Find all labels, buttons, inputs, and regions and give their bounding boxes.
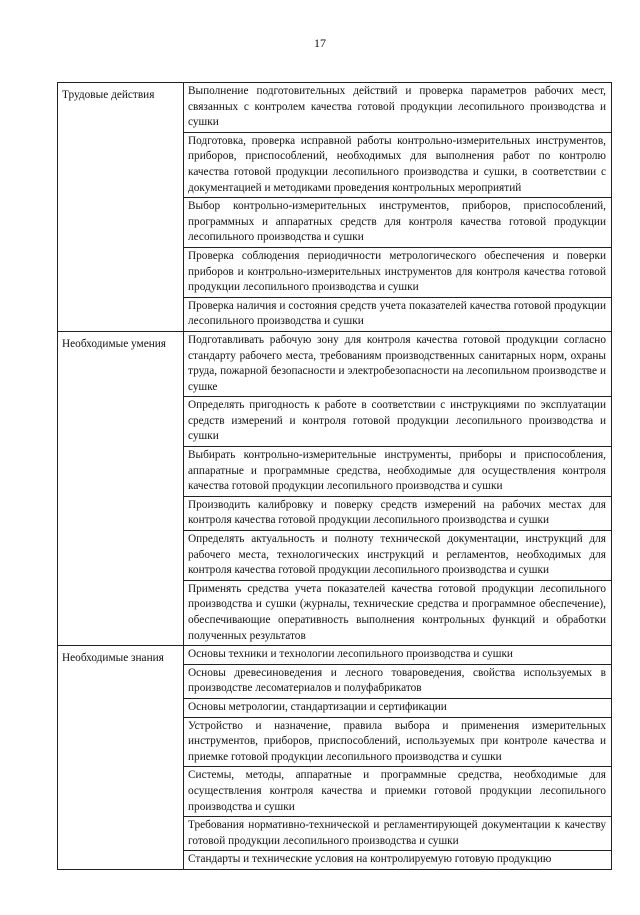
list-item: Стандарты и технические условия на контролируемую готовую продукцию xyxy=(188,853,552,866)
list-item: Основы древесиноведения и лесного товароведения, свойства используемых в производстве лесоматериалов и полуфабрикатов xyxy=(184,665,611,699)
list-item: Основы техники и технологии лесопильного производства и сушки xyxy=(184,646,611,665)
list-item: Определять актуальность и полноту технической документации, инструкций для рабочего места, технологических инструкций и регламентов, необходимых для контроля качества готовой продукции лесопильного производства и сушки xyxy=(184,531,611,581)
row-content xyxy=(184,83,612,332)
list-item: Подготовка, проверка исправной работы контрольно-измерительных инструментов, приборов, приспособлений, необходимых для выполнения работ по контролю качества готовой продукции лесопильного производства и сушки, в соответствии с документацией и методиками проведения контрольных мероприятий xyxy=(184,133,611,198)
list-item: Требования нормативно-технической и регламентирующей документации к качеству готовой продукции лесопильного производства и сушки xyxy=(184,817,611,851)
list-item: Производить калибровку и поверку средств измерений на рабочих местах для контроля качества готовой продукции лесопильного производства и сушки xyxy=(184,497,611,531)
row-label: Необходимые умения xyxy=(58,331,184,645)
list-item: Системы, методы, аппаратные и программные средства, необходимые для осуществления контроля качества и приемки готовой продукции лесопильного производства и сушки xyxy=(184,767,611,817)
list-item: Проверка соблюдения периодичности метрологического обеспечения и поверки приборов и контрольно-измерительных инструментов для контроля качества готовой продукции лесопильного производства и сушки xyxy=(184,248,611,298)
row-label: Необходимые знания xyxy=(58,646,184,870)
list-item: Основы метрологии, стандартизации и сертификации xyxy=(184,699,611,718)
page-number: 17 xyxy=(314,36,326,50)
table-row-labor-actions xyxy=(58,83,612,332)
list-item: Выбор контрольно-измерительных инструментов, приборов, приспособлений, программных и аппаратных средств для контроля качества готовой продукции лесопильного производства и сушки xyxy=(184,198,611,248)
table-row-required-knowledge xyxy=(58,646,612,870)
row-content xyxy=(184,646,612,870)
row-label: Трудовые действия xyxy=(58,83,184,332)
list-item: Выбирать контрольно-измерительные инструменты, приборы и приспособления, аппаратные и программные средства, необходимые для осуществления контроля качества готовой продукции лесопильного производства и сушки xyxy=(184,447,611,497)
competency-table xyxy=(57,82,612,870)
table-row-required-skills xyxy=(58,331,612,645)
list-item: Подготавливать рабочую зону для контроля качества готовой продукции согласно стандарту рабочего места, требованиям производственных санитарных норм, охраны труда, пожарной безопасности и электробезопасности на лесопильном производстве и сушке xyxy=(184,332,611,397)
list-item: Применять средства учета показателей качества готовой продукции лесопильного производства и сушки (журналы, технические средства и программное обеспечение), обеспечивающие оперативность выполнения контрольных функций и обработки полученных результатов xyxy=(188,582,606,642)
list-item: Устройство и назначение, правила выбора и применения измерительных инструментов, приборов, приспособлений, используемых при контроле качества и приемке готовой продукции лесопильного производства и сушки xyxy=(184,718,611,768)
list-item: Определять пригодность к работе в соответствии с инструкциями по эксплуатации средств измерений и контроля готовой продукции лесопильного производства и сушки xyxy=(184,397,611,447)
list-item: Выполнение подготовительных действий и проверка параметров рабочих мест, связанных с контролем качества готовой продукции лесопильного производства и сушки xyxy=(184,83,611,133)
row-content xyxy=(184,331,612,645)
list-item: Проверка наличия и состояния средств учета показателей качества готовой продукции лесопильного производства и сушки xyxy=(188,299,606,328)
